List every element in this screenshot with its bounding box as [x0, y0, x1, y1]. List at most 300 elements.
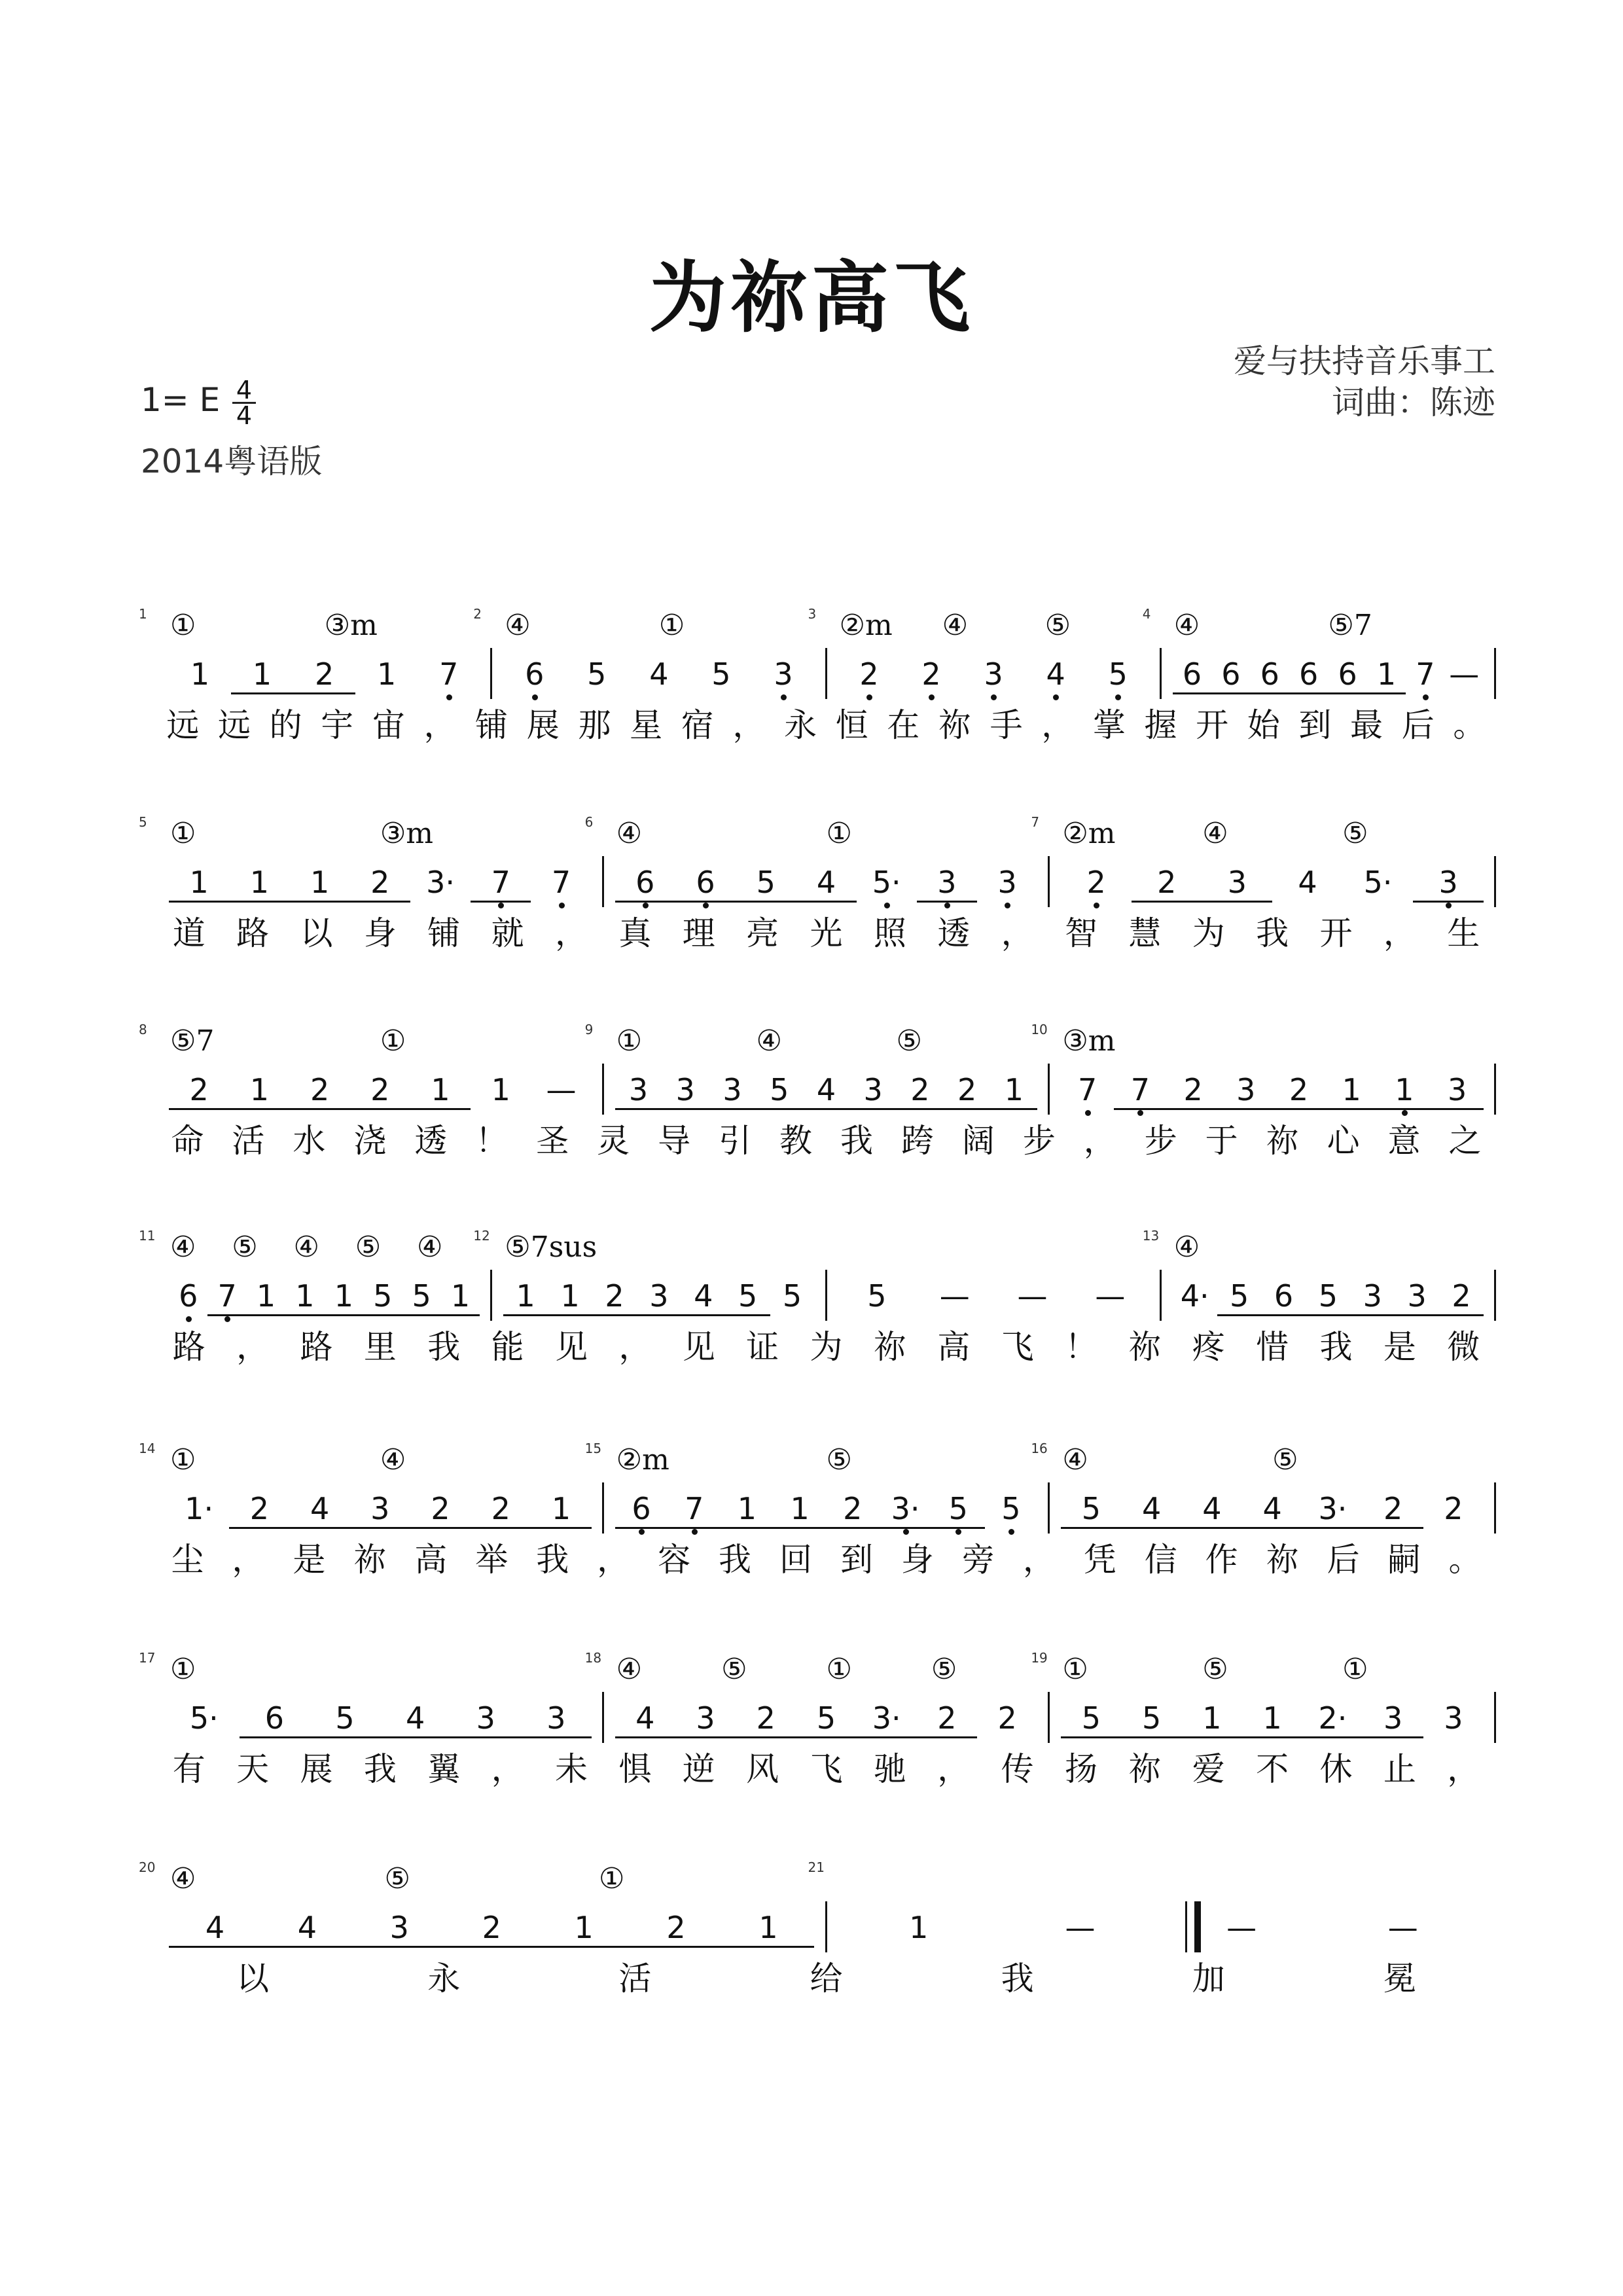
lyrics-line	[157, 1749, 1495, 1791]
measure-notes	[615, 1490, 1038, 1530]
lyric-char: 开	[1319, 914, 1353, 952]
note: —	[1387, 1910, 1418, 1945]
lyric-char: 疼	[1192, 1328, 1225, 1366]
lyric-char: 祢	[938, 706, 971, 744]
lyric-char: 路	[172, 1328, 205, 1366]
lyrics-music-credit: 词曲：陈迹	[1332, 384, 1495, 422]
lyric-char: 我	[427, 1328, 461, 1366]
lyric-char: 以	[236, 1960, 270, 1998]
note: 3	[752, 656, 814, 692]
note: 2	[1363, 1490, 1423, 1529]
low-octave-dot	[446, 694, 452, 700]
low-octave-dot	[1094, 903, 1099, 908]
lyric-char: ，	[1447, 1750, 1480, 1788]
note: 2	[592, 1278, 637, 1316]
lyric-char: ，	[1001, 914, 1034, 952]
lyric-char: 跨	[901, 1122, 934, 1160]
chord-symbol: ④	[505, 609, 531, 642]
note: 1	[1242, 1700, 1302, 1738]
note: 1	[531, 1490, 591, 1529]
chord-symbol: ⑤	[1202, 1653, 1228, 1686]
lyric-char: 传	[1001, 1750, 1034, 1788]
lyric-char: 容	[658, 1541, 691, 1579]
note: 4	[169, 1909, 261, 1948]
note: 3	[1431, 1071, 1484, 1110]
note: 7	[471, 864, 531, 903]
measure-notes	[503, 1278, 814, 1317]
note: —	[1065, 1910, 1096, 1945]
note: 2	[1272, 1071, 1325, 1110]
lyric-char: ，	[1041, 706, 1075, 744]
note: 1	[229, 864, 289, 903]
lyrics-line	[157, 1959, 1495, 2001]
note: 1	[909, 1910, 929, 1945]
lyrics-line	[157, 706, 1495, 747]
low-octave-dot	[991, 694, 997, 700]
chord-symbol: ①	[1342, 1653, 1368, 1686]
barline	[1494, 1064, 1496, 1115]
lyric-char: 驰	[873, 1750, 906, 1788]
lyric-char: 有	[172, 1750, 205, 1788]
note: 2	[1061, 864, 1132, 901]
lyric-char: 引	[719, 1122, 752, 1160]
low-octave-dot	[1053, 694, 1059, 700]
lyrics-line	[157, 1121, 1495, 1163]
note: 5	[363, 1278, 402, 1316]
note: 5	[796, 1700, 856, 1738]
lyric-char: 永	[784, 706, 817, 744]
note: 2	[350, 864, 410, 903]
barline	[1048, 1064, 1050, 1115]
lyric-char: 我	[1256, 914, 1289, 952]
barline	[602, 1692, 604, 1743]
lyric-char: 始	[1247, 706, 1280, 744]
low-octave-dot	[703, 903, 709, 908]
note: 1	[247, 1278, 285, 1316]
chord-symbol: ⑤	[931, 1653, 957, 1686]
lyric-char: 翼	[427, 1750, 461, 1788]
note: 4	[261, 1909, 353, 1948]
chord-symbol: ④	[1062, 1443, 1088, 1477]
note: —	[1449, 656, 1480, 692]
measure-notes	[169, 656, 480, 695]
chord-symbol: ⑤	[1272, 1443, 1298, 1477]
lyric-char: 教	[779, 1122, 812, 1160]
lyric-char: 握	[1144, 706, 1177, 744]
note: 5	[782, 1278, 802, 1314]
lyric-char: 祢	[353, 1541, 387, 1579]
note: 3	[637, 1278, 681, 1316]
note: 4	[1182, 1490, 1242, 1529]
note: 1	[1378, 1071, 1431, 1110]
barline	[602, 856, 604, 907]
measure-notes	[615, 864, 1038, 903]
low-octave-dot	[1085, 1110, 1091, 1116]
lyric-char: 照	[873, 914, 906, 952]
lyric-char: ，	[1383, 914, 1416, 952]
note: 5	[310, 1700, 380, 1738]
chord-symbol: ④	[616, 817, 643, 850]
lyric-char: ！	[475, 1122, 508, 1160]
lyric-char: 能	[491, 1328, 524, 1366]
lyric-char: 给	[810, 1960, 843, 1998]
barline	[1494, 648, 1496, 699]
note: 2	[630, 1909, 722, 1948]
score-system	[0, 1650, 1623, 1816]
chord-symbol: ④	[1173, 609, 1200, 642]
chord-symbol: ①	[826, 1653, 852, 1686]
lyric-char: 最	[1350, 706, 1383, 744]
note: 7	[668, 1490, 721, 1529]
measure-number: 13	[1142, 1228, 1160, 1244]
lyric-char: 祢	[1266, 1122, 1299, 1160]
lyric-char: 真	[618, 914, 652, 952]
note: —	[1095, 1278, 1126, 1314]
chord-symbol: ⑤	[1342, 817, 1368, 850]
note: 3	[849, 1071, 897, 1110]
note: 1	[190, 656, 210, 692]
lyric-char: 嗣	[1387, 1541, 1421, 1579]
note: 2	[1167, 1071, 1220, 1110]
chord-symbol: ④	[756, 1024, 782, 1058]
note: 1	[377, 656, 397, 692]
lyric-char: ，	[554, 914, 588, 952]
score-system	[0, 606, 1623, 772]
chord-symbol: ⑤	[384, 1862, 410, 1895]
lyric-char: 祢	[1128, 1328, 1162, 1366]
chord-symbol: ⑤	[826, 1443, 852, 1477]
note: 2	[826, 1490, 879, 1529]
lyric-char: 展	[300, 1750, 333, 1788]
note: 4	[1025, 656, 1087, 692]
chord-symbol: ①	[170, 609, 196, 642]
chord-symbol: ①	[616, 1024, 643, 1058]
lyric-char: 证	[746, 1328, 779, 1366]
low-octave-dot	[866, 694, 872, 700]
note: 2	[901, 656, 963, 692]
measure-number: 7	[1031, 814, 1040, 830]
note: 5	[736, 864, 796, 903]
note: 1	[169, 864, 229, 903]
note: 6	[1211, 656, 1250, 694]
note: 3	[350, 1490, 410, 1529]
note: 7	[1114, 1071, 1167, 1110]
note: 1	[503, 1278, 548, 1316]
lyric-char: 亮	[746, 914, 779, 952]
note: 6	[615, 1490, 668, 1529]
lyric-char: 作	[1205, 1541, 1238, 1579]
lyric-char: ，	[618, 1328, 652, 1366]
note: 3	[1219, 1071, 1272, 1110]
lyric-char: 意	[1387, 1122, 1421, 1160]
low-octave-dot	[639, 1529, 645, 1535]
note: 3	[353, 1909, 446, 1948]
note: 3·	[879, 1490, 932, 1529]
low-octave-dot	[944, 903, 950, 908]
lyric-char: 止	[1383, 1750, 1416, 1788]
note: 4	[1298, 865, 1317, 900]
note: 2	[289, 1071, 349, 1110]
lyric-char: 活	[618, 1960, 652, 1998]
lyric-char: 在	[887, 706, 920, 744]
note: 6	[675, 864, 736, 903]
note: 2·	[1302, 1700, 1363, 1738]
low-octave-dot	[692, 1529, 698, 1535]
lyric-char: 旁	[961, 1541, 995, 1579]
chord-symbol: ①	[170, 1653, 196, 1686]
measure-notes	[1173, 656, 1484, 695]
lyric-char: 见	[554, 1328, 588, 1366]
low-octave-dot	[224, 1316, 230, 1322]
measure-notes	[169, 1700, 592, 1739]
measure-notes	[838, 656, 1149, 695]
chord-symbol: ③m	[324, 609, 378, 642]
lyric-char: 冕	[1383, 1960, 1416, 1998]
chord-symbol: ①	[170, 1443, 196, 1477]
note: 6	[615, 864, 675, 903]
note: —	[546, 1072, 577, 1107]
chord-symbol: ⑤7	[1328, 609, 1372, 642]
chord-symbol: ④	[1173, 1230, 1200, 1264]
lyric-char: 路	[300, 1328, 333, 1366]
note: 6	[1328, 656, 1366, 694]
lyric-char: 步	[1022, 1122, 1056, 1160]
note: 1	[285, 1278, 324, 1316]
note: 2	[736, 1700, 796, 1738]
lyric-char: 活	[232, 1122, 265, 1160]
lyric-char: 慧	[1128, 914, 1162, 952]
note: —	[939, 1278, 970, 1314]
note: 6	[1173, 656, 1211, 694]
note: 2	[1132, 864, 1202, 903]
note: 2	[897, 1071, 944, 1110]
note: 2	[838, 656, 901, 692]
note: 5	[726, 1278, 770, 1316]
low-octave-dot	[1115, 694, 1121, 700]
low-octave-dot	[955, 1529, 961, 1535]
note: 5·	[1363, 865, 1393, 900]
lyric-char: 我	[1319, 1328, 1353, 1366]
barline	[602, 1482, 604, 1534]
lyric-char: 恒	[835, 706, 868, 744]
note: 2	[1444, 1491, 1463, 1526]
lyric-char: 命	[171, 1122, 204, 1160]
note: 1	[441, 1278, 480, 1316]
lyric-char: 惜	[1256, 1328, 1289, 1366]
note: 2	[446, 1909, 538, 1948]
lyric-char: 为	[810, 1328, 843, 1366]
measure-notes	[615, 1071, 1038, 1111]
low-octave-dot	[1005, 903, 1010, 908]
measure-number: 17	[139, 1650, 156, 1666]
time-signature-top: 4	[236, 376, 253, 404]
note: 3	[1202, 864, 1273, 903]
lyric-char: 透	[414, 1122, 448, 1160]
note: 3	[662, 1071, 709, 1110]
chord-symbol: ③m	[1062, 1024, 1116, 1058]
lyric-char: 里	[363, 1328, 397, 1366]
chord-symbol: ④	[380, 1443, 406, 1477]
note: 3·	[1302, 1490, 1363, 1529]
lyric-char: 宇	[321, 706, 354, 744]
measure-number: 3	[808, 606, 817, 622]
lyric-char: ，	[597, 1541, 630, 1579]
lyric-char: 身	[363, 914, 397, 952]
measure-number: 20	[139, 1859, 156, 1875]
chord-symbol: ⑤	[355, 1230, 382, 1264]
lyric-char: 水	[293, 1122, 326, 1160]
note: 5	[1122, 1700, 1182, 1738]
note: 6	[503, 656, 565, 692]
lyric-char: 生	[1447, 914, 1480, 952]
note: 2	[997, 1700, 1017, 1736]
note: 5	[932, 1490, 985, 1529]
lyric-char: ，	[491, 1750, 524, 1788]
measure-number: 18	[584, 1650, 602, 1666]
chord-symbol: ⑤	[232, 1230, 258, 1264]
barline	[1048, 1692, 1050, 1743]
low-octave-dot	[1446, 903, 1452, 908]
chord-symbol: ①	[170, 817, 196, 850]
measure-notes	[169, 1909, 815, 1948]
lyric-char: 见	[682, 1328, 715, 1366]
note: 5	[756, 1071, 803, 1110]
lyric-char: 开	[1196, 706, 1229, 744]
measure-notes	[1173, 1278, 1484, 1317]
lyric-char: 休	[1319, 1750, 1353, 1788]
chord-symbol: ⑤7	[170, 1024, 215, 1058]
lyric-char: ，	[423, 706, 457, 744]
lyric-char: ，	[236, 1328, 270, 1366]
measure-notes	[169, 1490, 592, 1530]
lyric-char: 光	[810, 914, 843, 952]
lyrics-line	[157, 1540, 1495, 1582]
note: 1	[1182, 1700, 1242, 1738]
lyric-char: 扬	[1064, 1750, 1097, 1788]
note: 2	[350, 1071, 410, 1110]
chord-symbol: ②m	[839, 609, 893, 642]
lyric-char: 永	[427, 1960, 461, 1998]
note: 4	[803, 1071, 850, 1110]
lyric-char: 为	[1192, 914, 1225, 952]
note: 5·	[857, 864, 917, 901]
lyric-char: 浇	[353, 1122, 387, 1160]
note: 4	[1242, 1490, 1302, 1529]
measure-number: 4	[1142, 606, 1151, 622]
lyric-char: 飞	[810, 1750, 843, 1788]
chord-symbol: ⑤	[1044, 609, 1071, 642]
lyric-char: 是	[1383, 1328, 1416, 1366]
note: 1	[1367, 656, 1406, 694]
lyric-char: 加	[1192, 1960, 1225, 1998]
note: 1	[289, 864, 349, 903]
lyric-char: 宙	[372, 706, 405, 744]
chord-symbol: ④	[170, 1230, 196, 1264]
note: 6	[240, 1700, 310, 1738]
low-octave-dot	[781, 694, 787, 700]
score-system	[0, 1024, 1623, 1188]
measure-notes	[169, 1278, 480, 1317]
note: 1	[774, 1490, 827, 1529]
note: 2	[1439, 1278, 1484, 1316]
note: 4	[1122, 1490, 1182, 1529]
barline	[1494, 1270, 1496, 1321]
note: 3	[675, 1700, 736, 1738]
note: 5	[711, 656, 731, 692]
low-octave-dot	[186, 1316, 192, 1322]
low-octave-dot	[903, 1529, 909, 1535]
note: 5	[402, 1278, 440, 1316]
chord-symbol: ①	[658, 609, 685, 642]
lyric-char: 逆	[682, 1750, 715, 1788]
lyric-char: 祢	[873, 1328, 906, 1366]
note: 5	[1061, 1490, 1121, 1529]
barline	[825, 1270, 827, 1321]
note: 5	[1087, 656, 1149, 692]
lyric-char: 爱	[1192, 1750, 1225, 1788]
lyric-char: 我	[840, 1122, 873, 1160]
note: 4	[796, 864, 856, 903]
note: 5	[985, 1490, 1038, 1527]
note: 2	[229, 1490, 289, 1529]
lyric-char: 铺	[427, 914, 461, 952]
note: 5	[1306, 1278, 1350, 1316]
note: 5	[587, 656, 607, 692]
measure-number: 16	[1031, 1441, 1048, 1456]
lyric-char: 未	[554, 1750, 588, 1788]
low-octave-dot	[643, 903, 649, 908]
score-system	[0, 1859, 1623, 2026]
lyric-char: 道	[172, 914, 205, 952]
note: 7	[207, 1278, 246, 1316]
lyric-char: 高	[937, 1328, 971, 1366]
note: 3	[1395, 1278, 1439, 1316]
lyric-char: 路	[236, 914, 270, 952]
lyric-char: 理	[682, 914, 715, 952]
lyric-char: 掌	[1092, 706, 1126, 744]
lyric-char: 不	[1256, 1750, 1289, 1788]
lyric-char: 之	[1448, 1122, 1482, 1160]
lyric-char: 圣	[536, 1122, 569, 1160]
measure-number: 8	[139, 1022, 147, 1037]
low-octave-dot	[1423, 694, 1429, 700]
note: 5	[867, 1278, 887, 1314]
barline	[1494, 1482, 1496, 1534]
lyric-char: 远	[217, 706, 251, 744]
chord-symbol: ⑤	[896, 1024, 922, 1058]
organization: 爱与扶持音乐事工	[1234, 342, 1495, 380]
measure-notes	[1061, 1700, 1484, 1739]
note: 2	[471, 1490, 531, 1529]
chord-symbol: ②m	[1062, 817, 1116, 850]
key-signature: 1= E	[141, 381, 221, 419]
barline	[490, 648, 492, 699]
measure-number: 9	[584, 1022, 594, 1037]
lyric-char: 星	[630, 706, 663, 744]
note: 3	[963, 656, 1025, 692]
barline	[825, 1901, 827, 1952]
lyric-char: 心	[1327, 1122, 1360, 1160]
measure-notes	[615, 1700, 1038, 1739]
note: 4	[615, 1700, 675, 1738]
lyric-char: 尘	[171, 1541, 204, 1579]
barline	[1160, 1270, 1162, 1321]
lyric-char: 我	[1001, 1960, 1034, 1998]
note: 1	[491, 1072, 510, 1107]
note: 5	[1061, 1700, 1121, 1738]
note: 3	[917, 864, 977, 903]
note: 2	[410, 1490, 471, 1529]
